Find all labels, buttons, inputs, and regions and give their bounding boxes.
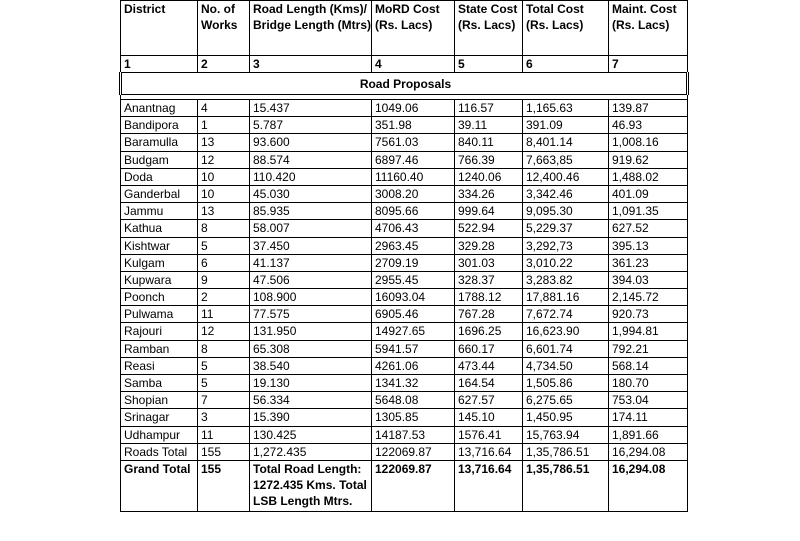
cell-road-length: 108.900 <box>250 289 372 306</box>
cell-state-cost: 627.57 <box>455 392 523 409</box>
cell-mord-cost: 16093.04 <box>372 289 455 306</box>
cell-state-cost: 145.10 <box>455 409 523 426</box>
cell-total-cost: 9,095.30 <box>523 203 609 220</box>
cell-mord-cost: 6897.46 <box>372 151 455 168</box>
cell-mord-cost: 14927.65 <box>372 323 455 340</box>
cell-state-cost: 473.44 <box>455 357 523 374</box>
cell-maint-cost: 1,994.81 <box>609 323 688 340</box>
cell-maint-cost: 792.21 <box>609 340 688 357</box>
cell-road-length: 5.787 <box>250 117 372 134</box>
table-row <box>121 220 688 237</box>
cell-state-cost: 164.54 <box>455 375 523 392</box>
cell-no-of-works: 6 <box>198 254 250 271</box>
table-row <box>121 323 688 340</box>
cell-total-cost: 5,229.37 <box>523 220 609 237</box>
cell-state-cost: 329.28 <box>455 237 523 254</box>
grand-total-road-length: Total Road Length: 1272.435 Kms. Total LSB Length Mtrs. <box>250 460 372 511</box>
cell-district: Samba <box>121 375 198 392</box>
cell-no-of-works: 12 <box>198 151 250 168</box>
table-row <box>121 409 688 426</box>
cell-state-cost: 116.57 <box>455 100 523 117</box>
grand-total-row <box>121 460 688 511</box>
cell-total-cost: 1,165.63 <box>523 100 609 117</box>
cell-state-cost: 840.11 <box>455 134 523 151</box>
grand-total-total-cost: 1,35,786.51 <box>523 460 609 511</box>
cell-no-of-works: 12 <box>198 323 250 340</box>
cell-road-length: 15.390 <box>250 409 372 426</box>
cell-road-length: 93.600 <box>250 134 372 151</box>
table-row <box>121 117 688 134</box>
cell-no-of-works: 155 <box>198 443 250 460</box>
cell-mord-cost: 5941.57 <box>372 340 455 357</box>
cell-district: Bandipora <box>121 117 198 134</box>
cell-state-cost: 522.94 <box>455 220 523 237</box>
cell-district: Ganderbal <box>121 185 198 202</box>
cell-road-length: 41.137 <box>250 254 372 271</box>
cell-no-of-works: 5 <box>198 375 250 392</box>
column-number-row <box>121 56 688 73</box>
table-row <box>121 185 688 202</box>
cell-state-cost: 767.28 <box>455 306 523 323</box>
column-number: 4 <box>372 56 455 73</box>
cell-state-cost: 1576.41 <box>455 426 523 443</box>
cell-maint-cost: 16,294.08 <box>609 443 688 460</box>
cell-district: Roads Total <box>121 443 198 460</box>
table-row <box>121 375 688 392</box>
column-number: 6 <box>523 56 609 73</box>
cell-mord-cost: 8095.66 <box>372 203 455 220</box>
cell-mord-cost: 1049.06 <box>372 100 455 117</box>
header-mord-cost: MoRD Cost (Rs. Lacs) <box>372 1 455 56</box>
cell-district: Ramban <box>121 340 198 357</box>
cell-road-length: 131.950 <box>250 323 372 340</box>
cell-total-cost: 1,35,786.51 <box>523 443 609 460</box>
cell-total-cost: 15,763.94 <box>523 426 609 443</box>
cell-no-of-works: 10 <box>198 185 250 202</box>
column-number: 3 <box>250 56 372 73</box>
cell-state-cost: 1696.25 <box>455 323 523 340</box>
cell-maint-cost: 174.11 <box>609 409 688 426</box>
cell-state-cost: 13,716.64 <box>455 443 523 460</box>
table-row <box>121 134 688 151</box>
cell-total-cost: 391.09 <box>523 117 609 134</box>
cell-maint-cost: 2,145.72 <box>609 289 688 306</box>
cell-no-of-works: 3 <box>198 409 250 426</box>
cell-no-of-works: 8 <box>198 340 250 357</box>
column-number: 2 <box>198 56 250 73</box>
cell-mord-cost: 7561.03 <box>372 134 455 151</box>
column-number: 1 <box>121 56 198 73</box>
cell-road-length: 130.425 <box>250 426 372 443</box>
cell-total-cost: 17,881.16 <box>523 289 609 306</box>
cell-total-cost: 3,292,73 <box>523 237 609 254</box>
cell-state-cost: 766.39 <box>455 151 523 168</box>
cell-total-cost: 1,450.95 <box>523 409 609 426</box>
cell-state-cost: 328.37 <box>455 271 523 288</box>
cell-maint-cost: 1,891.66 <box>609 426 688 443</box>
cell-road-length: 65.308 <box>250 340 372 357</box>
cell-total-cost: 3,010.22 <box>523 254 609 271</box>
cell-district: Srinagar <box>121 409 198 426</box>
cell-no-of-works: 11 <box>198 426 250 443</box>
cell-road-length: 110.420 <box>250 168 372 185</box>
cell-maint-cost: 627.52 <box>609 220 688 237</box>
cell-maint-cost: 361.23 <box>609 254 688 271</box>
cell-maint-cost: 395.13 <box>609 237 688 254</box>
cell-district: Anantnag <box>121 100 198 117</box>
grand-total-state-cost: 13,716.64 <box>455 460 523 511</box>
cell-mord-cost: 1341.32 <box>372 375 455 392</box>
cell-maint-cost: 180.70 <box>609 375 688 392</box>
table-row <box>121 340 688 357</box>
table-row <box>121 357 688 374</box>
cell-maint-cost: 568.14 <box>609 357 688 374</box>
cell-state-cost: 301.03 <box>455 254 523 271</box>
cell-mord-cost: 3008.20 <box>372 185 455 202</box>
cell-road-length: 45.030 <box>250 185 372 202</box>
grand-total-mord-cost: 122069.87 <box>372 460 455 511</box>
cell-maint-cost: 919.62 <box>609 151 688 168</box>
cell-mord-cost: 1305.85 <box>372 409 455 426</box>
cell-district: Udhampur <box>121 426 198 443</box>
cell-district: Doda <box>121 168 198 185</box>
table-row <box>121 254 688 271</box>
cell-road-length: 58.007 <box>250 220 372 237</box>
table-row <box>121 271 688 288</box>
cell-no-of-works: 7 <box>198 392 250 409</box>
header-maint-cost: Maint. Cost (Rs. Lacs) <box>609 1 688 56</box>
cell-no-of-works: 11 <box>198 306 250 323</box>
header-district: District <box>121 1 198 56</box>
cell-road-length: 56.334 <box>250 392 372 409</box>
cell-total-cost: 7,672.74 <box>523 306 609 323</box>
cell-district: Budgam <box>121 151 198 168</box>
cell-maint-cost: 920.73 <box>609 306 688 323</box>
cell-mord-cost: 2709.19 <box>372 254 455 271</box>
table-row <box>121 289 688 306</box>
table-row <box>121 392 688 409</box>
header-state-cost: State Cost (Rs. Lacs) <box>455 1 523 56</box>
header-road-length: Road Length (Kms)/ Bridge Length (Mtrs) <box>250 1 372 56</box>
cell-maint-cost: 46.93 <box>609 117 688 134</box>
cell-total-cost: 8,401.14 <box>523 134 609 151</box>
cell-no-of-works: 13 <box>198 203 250 220</box>
cell-mord-cost: 5648.08 <box>372 392 455 409</box>
cell-district: Kathua <box>121 220 198 237</box>
cell-road-length: 15.437 <box>250 100 372 117</box>
cell-total-cost: 4,734.50 <box>523 357 609 374</box>
cell-mord-cost: 6905.46 <box>372 306 455 323</box>
cell-maint-cost: 1,008.16 <box>609 134 688 151</box>
header-total-cost: Total Cost (Rs. Lacs) <box>523 1 609 56</box>
cell-mord-cost: 122069.87 <box>372 443 455 460</box>
table-row <box>121 203 688 220</box>
cell-maint-cost: 1,091.35 <box>609 203 688 220</box>
cell-mord-cost: 351.98 <box>372 117 455 134</box>
section-row <box>121 73 688 95</box>
cell-district: Kupwara <box>121 271 198 288</box>
cell-mord-cost: 2955.45 <box>372 271 455 288</box>
header-no-of-works: No. of Works <box>198 1 250 56</box>
cell-district: Poonch <box>121 289 198 306</box>
cell-district: Reasi <box>121 357 198 374</box>
cell-mord-cost: 2963.45 <box>372 237 455 254</box>
table-row <box>121 426 688 443</box>
header-row <box>121 1 688 56</box>
table-row <box>121 306 688 323</box>
grand-total-district: Grand Total <box>121 460 198 511</box>
cell-district: Kulgam <box>121 254 198 271</box>
grand-total-no-of-works: 155 <box>198 460 250 511</box>
cell-mord-cost: 4261.06 <box>372 357 455 374</box>
cell-state-cost: 334.26 <box>455 185 523 202</box>
cell-mord-cost: 4706.43 <box>372 220 455 237</box>
cell-state-cost: 1240.06 <box>455 168 523 185</box>
cell-total-cost: 3,283.82 <box>523 271 609 288</box>
cell-road-length: 77.575 <box>250 306 372 323</box>
column-number: 7 <box>609 56 688 73</box>
grand-total-maint-cost: 16,294.08 <box>609 460 688 511</box>
cell-total-cost: 16,623.90 <box>523 323 609 340</box>
cell-district: Baramulla <box>121 134 198 151</box>
cell-road-length: 1,272.435 <box>250 443 372 460</box>
cell-road-length: 85.935 <box>250 203 372 220</box>
cell-no-of-works: 13 <box>198 134 250 151</box>
cell-district: Rajouri <box>121 323 198 340</box>
cell-total-cost: 7,663,85 <box>523 151 609 168</box>
cell-mord-cost: 14187.53 <box>372 426 455 443</box>
cell-district: Jammu <box>121 203 198 220</box>
cell-mord-cost: 11160.40 <box>372 168 455 185</box>
cell-maint-cost: 394.03 <box>609 271 688 288</box>
cell-maint-cost: 1,488.02 <box>609 168 688 185</box>
cell-total-cost: 6,601.74 <box>523 340 609 357</box>
cell-no-of-works: 9 <box>198 271 250 288</box>
table-row <box>121 168 688 185</box>
column-number: 5 <box>455 56 523 73</box>
cell-no-of-works: 4 <box>198 100 250 117</box>
table-row <box>121 100 688 117</box>
cell-district: Shopian <box>121 392 198 409</box>
cell-total-cost: 1,505.86 <box>523 375 609 392</box>
cell-state-cost: 999.64 <box>455 203 523 220</box>
cell-district: Pulwama <box>121 306 198 323</box>
table-row <box>121 443 688 460</box>
cell-no-of-works: 5 <box>198 357 250 374</box>
cell-maint-cost: 139.87 <box>609 100 688 117</box>
cell-no-of-works: 8 <box>198 220 250 237</box>
cell-no-of-works: 10 <box>198 168 250 185</box>
cell-no-of-works: 5 <box>198 237 250 254</box>
cell-maint-cost: 401.09 <box>609 185 688 202</box>
cell-no-of-works: 2 <box>198 289 250 306</box>
road-proposals-table <box>119 0 689 512</box>
cell-state-cost: 660.17 <box>455 340 523 357</box>
cell-no-of-works: 1 <box>198 117 250 134</box>
cell-total-cost: 3,342.46 <box>523 185 609 202</box>
cell-road-length: 88.574 <box>250 151 372 168</box>
cell-road-length: 37.450 <box>250 237 372 254</box>
cell-maint-cost: 753.04 <box>609 392 688 409</box>
cell-total-cost: 12,400.46 <box>523 168 609 185</box>
cell-total-cost: 6,275.65 <box>523 392 609 409</box>
cell-road-length: 19.130 <box>250 375 372 392</box>
cell-district: Kishtwar <box>121 237 198 254</box>
table-row <box>121 237 688 254</box>
cell-road-length: 47.506 <box>250 271 372 288</box>
table-row <box>121 151 688 168</box>
cell-state-cost: 39.11 <box>455 117 523 134</box>
section-title: Road Proposals <box>121 73 688 95</box>
cell-road-length: 38.540 <box>250 357 372 374</box>
cell-state-cost: 1788.12 <box>455 289 523 306</box>
